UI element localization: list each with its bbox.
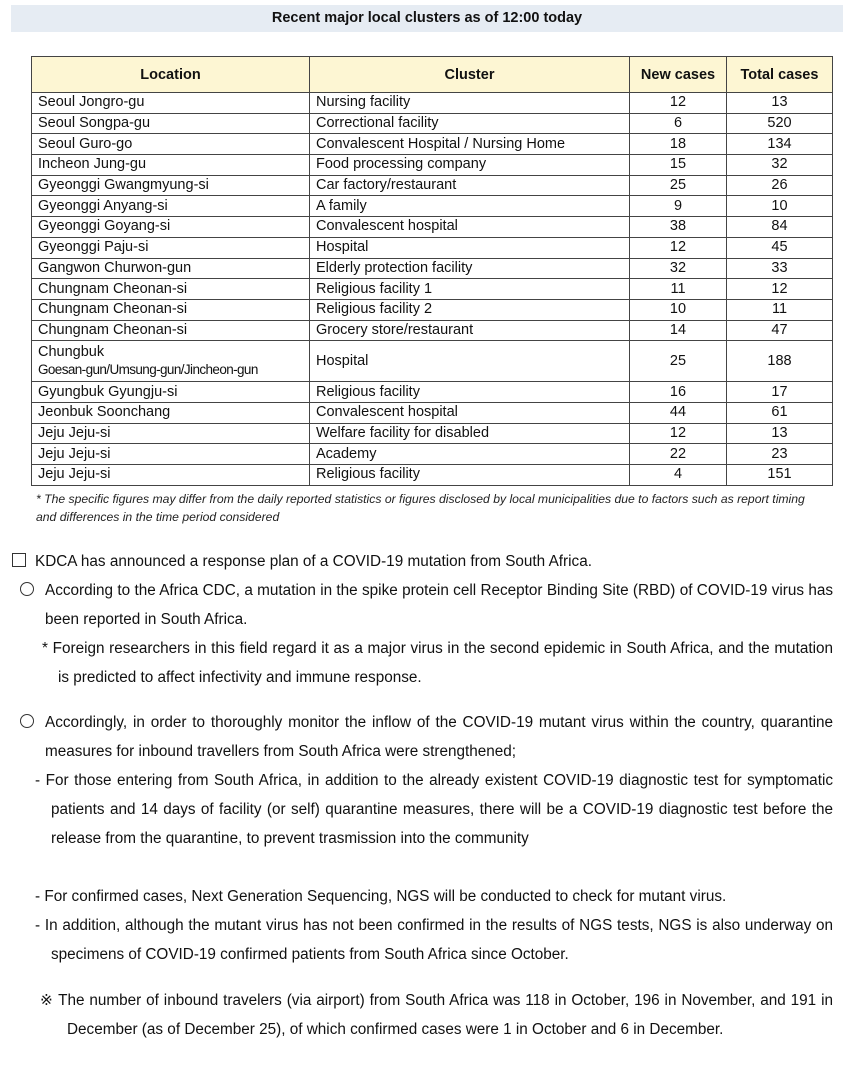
table-row (32, 175, 833, 196)
location-text: Seoul Guro-go (38, 135, 133, 152)
cell-new-cases: 18 (630, 134, 727, 155)
header-location: Location (32, 57, 310, 93)
table-row (32, 341, 833, 382)
table-row (32, 237, 833, 258)
announcement-text: KDCA has announced a response plan of a COVID-19 mutation from South Africa. (35, 553, 592, 570)
cell-total-cases: 12 (727, 279, 833, 300)
table-row (32, 134, 833, 155)
location-text: Chungnam Cheonan-si (38, 280, 188, 297)
cell-new-cases: 15 (630, 155, 727, 176)
cell-location (32, 217, 310, 238)
cell-total-cases: 151 (727, 465, 833, 486)
table-row (32, 258, 833, 279)
cell-location (32, 299, 310, 320)
cell-total-cases: 13 (727, 93, 833, 114)
location-text: Jeju Jeju-si (38, 445, 111, 462)
cell-total-cases: 32 (727, 155, 833, 176)
circle-bullet-icon (20, 582, 34, 596)
location-text: Gyeonggi Gwangmyung-si (38, 177, 209, 194)
table-row (32, 196, 833, 217)
table-row (32, 402, 833, 423)
cell-total-cases: 45 (727, 237, 833, 258)
cell-cluster: Correctional facility (310, 113, 630, 134)
cell-location (32, 320, 310, 341)
cell-total-cases: 11 (727, 299, 833, 320)
cell-total-cases: 26 (727, 175, 833, 196)
cell-new-cases: 6 (630, 113, 727, 134)
dash-item-1: - For those entering from South Africa, in addition to the already existent COVID-19 diagnostic test for symptomatic patients and 14 days of facility (or self) quarantine measures, there will be a COVID-19 diagnostic test before the release from the quarantine, to prevent trasmission into the community (35, 772, 833, 847)
dash-item-2: - For confirmed cases, Next Generation Sequencing, NGS will be conducted to check for mutant virus. (35, 888, 727, 905)
location-text: Gyeonggi Anyang-si (38, 197, 168, 214)
cell-total-cases: 13 (727, 423, 833, 444)
table-row (32, 423, 833, 444)
circle-bullet-2 (20, 708, 36, 737)
location-text: Jeonbuk Soonchang (38, 404, 171, 421)
cell-new-cases: 25 (630, 175, 727, 196)
header-total-cases: Total cases (727, 57, 833, 93)
clusters-table (31, 56, 833, 486)
cell-total-cases: 134 (727, 134, 833, 155)
cell-location (32, 155, 310, 176)
table-row (32, 155, 833, 176)
table-body (32, 93, 833, 486)
location-text: Jeju Jeju-si (38, 466, 111, 483)
page-title: Recent major local clusters as of 12:00 today (11, 5, 843, 32)
paragraph-2: Accordingly, in order to thoroughly monitor the inflow of the COVID-19 mutant virus within the country, quarantine measures for inbound travellers from South Africa were strengthened; (45, 714, 833, 760)
paragraph-1: According to the Africa CDC, a mutation in the spike protein cell Receptor Binding Site (RBD) of COVID-19 virus has been reported in South Africa. (45, 582, 833, 628)
location-text: Seoul Songpa-gu (38, 115, 151, 132)
cell-cluster: Welfare facility for disabled (310, 423, 630, 444)
cell-location (32, 341, 310, 382)
location-text: Gyeonggi Paju-si (38, 239, 149, 256)
location-text: Gyeonggi Goyang-si (38, 218, 171, 235)
location-text: Chungnam Cheonan-si (38, 301, 188, 318)
location-text: Incheon Jung-gu (38, 156, 147, 173)
cell-location (32, 423, 310, 444)
cell-cluster: Convalescent Hospital / Nursing Home (310, 134, 630, 155)
cell-cluster: Grocery store/restaurant (310, 320, 630, 341)
cell-location (32, 382, 310, 403)
cell-total-cases: 84 (727, 217, 833, 238)
cell-new-cases: 12 (630, 237, 727, 258)
table-row (32, 93, 833, 114)
table-row (32, 465, 833, 486)
location-text: Gangwon Churwon-gun (38, 259, 192, 276)
cell-cluster: Car factory/restaurant (310, 175, 630, 196)
location-text: Gyungbuk Gyungju-si (38, 383, 178, 400)
header-new-cases: New cases (630, 57, 727, 93)
cell-new-cases: 22 (630, 444, 727, 465)
table-row (32, 217, 833, 238)
cell-cluster: Convalescent hospital (310, 402, 630, 423)
cell-location (32, 402, 310, 423)
cell-new-cases: 16 (630, 382, 727, 403)
cell-new-cases: 32 (630, 258, 727, 279)
circle-bullet-icon (20, 714, 34, 728)
cell-location (32, 196, 310, 217)
cell-location (32, 93, 310, 114)
cell-cluster: Religious facility 1 (310, 279, 630, 300)
table-row (32, 299, 833, 320)
cell-new-cases: 25 (630, 341, 727, 382)
cell-total-cases: 188 (727, 341, 833, 382)
cell-new-cases: 44 (630, 402, 727, 423)
cell-cluster: Elderly protection facility (310, 258, 630, 279)
cell-total-cases: 10 (727, 196, 833, 217)
cell-cluster: Convalescent hospital (310, 217, 630, 238)
table-row (32, 320, 833, 341)
header-cluster: Cluster (310, 57, 630, 93)
dash-item-3: - In addition, although the mutant virus has not been confirmed in the results of NGS tests, NGS is also underway on specimens of COVID-19 confirmed patients from South Africa since October. (35, 917, 833, 963)
cell-new-cases: 11 (630, 279, 727, 300)
cell-cluster: Hospital (310, 341, 630, 382)
table-row (32, 382, 833, 403)
table-row (32, 444, 833, 465)
cell-location (32, 444, 310, 465)
location-text-line2: Goesan-gun/Umsung-gun/Jincheon-gun (38, 362, 258, 378)
location-text: Seoul Jongro-gu (38, 94, 145, 111)
table-header-row (32, 57, 833, 93)
cell-location (32, 113, 310, 134)
cell-location (32, 175, 310, 196)
table-row (32, 113, 833, 134)
cell-total-cases: 23 (727, 444, 833, 465)
cell-new-cases: 9 (630, 196, 727, 217)
location-text: Chungnam Cheonan-si (38, 321, 188, 338)
location-text: Chungbuk (38, 344, 105, 361)
cell-total-cases: 47 (727, 320, 833, 341)
cell-new-cases: 10 (630, 299, 727, 320)
cell-location (32, 237, 310, 258)
cell-new-cases: 12 (630, 93, 727, 114)
cell-cluster: Academy (310, 444, 630, 465)
cell-total-cases: 17 (727, 382, 833, 403)
cell-location (32, 134, 310, 155)
cell-location (32, 279, 310, 300)
cell-total-cases: 520 (727, 113, 833, 134)
announcement (12, 547, 842, 576)
cell-cluster: Religious facility 2 (310, 299, 630, 320)
location-text: Jeju Jeju-si (38, 424, 111, 441)
cell-total-cases: 61 (727, 402, 833, 423)
cell-cluster: Food processing company (310, 155, 630, 176)
table-row (32, 279, 833, 300)
cell-cluster: A family (310, 196, 630, 217)
cell-new-cases: 14 (630, 320, 727, 341)
reference-note: ※ The number of inbound travelers (via airport) from South Africa was 118 in October, 196 in November, and 191 in December (as of December 25), of which confirmed cases were 1 in October and 6 in December. (40, 992, 833, 1038)
cell-cluster: Religious facility (310, 382, 630, 403)
cell-total-cases: 33 (727, 258, 833, 279)
circle-bullet-1 (20, 576, 36, 605)
cell-new-cases: 4 (630, 465, 727, 486)
cell-cluster: Nursing facility (310, 93, 630, 114)
table-footnote: * The specific figures may differ from the daily reported statistics or figures disclosed by local municipalities due to factors such as report timing and differences in the time period considered (36, 492, 805, 524)
cell-cluster: Hospital (310, 237, 630, 258)
cell-new-cases: 12 (630, 423, 727, 444)
cell-location (32, 465, 310, 486)
cell-location (32, 258, 310, 279)
paragraph-1-note: * Foreign researchers in this field regard it as a major virus in the second epidemic in South Africa, and the mutation is predicted to affect infectivity and immune response. (42, 640, 833, 686)
cell-new-cases: 38 (630, 217, 727, 238)
square-bullet-icon (12, 553, 26, 567)
cell-cluster: Religious facility (310, 465, 630, 486)
